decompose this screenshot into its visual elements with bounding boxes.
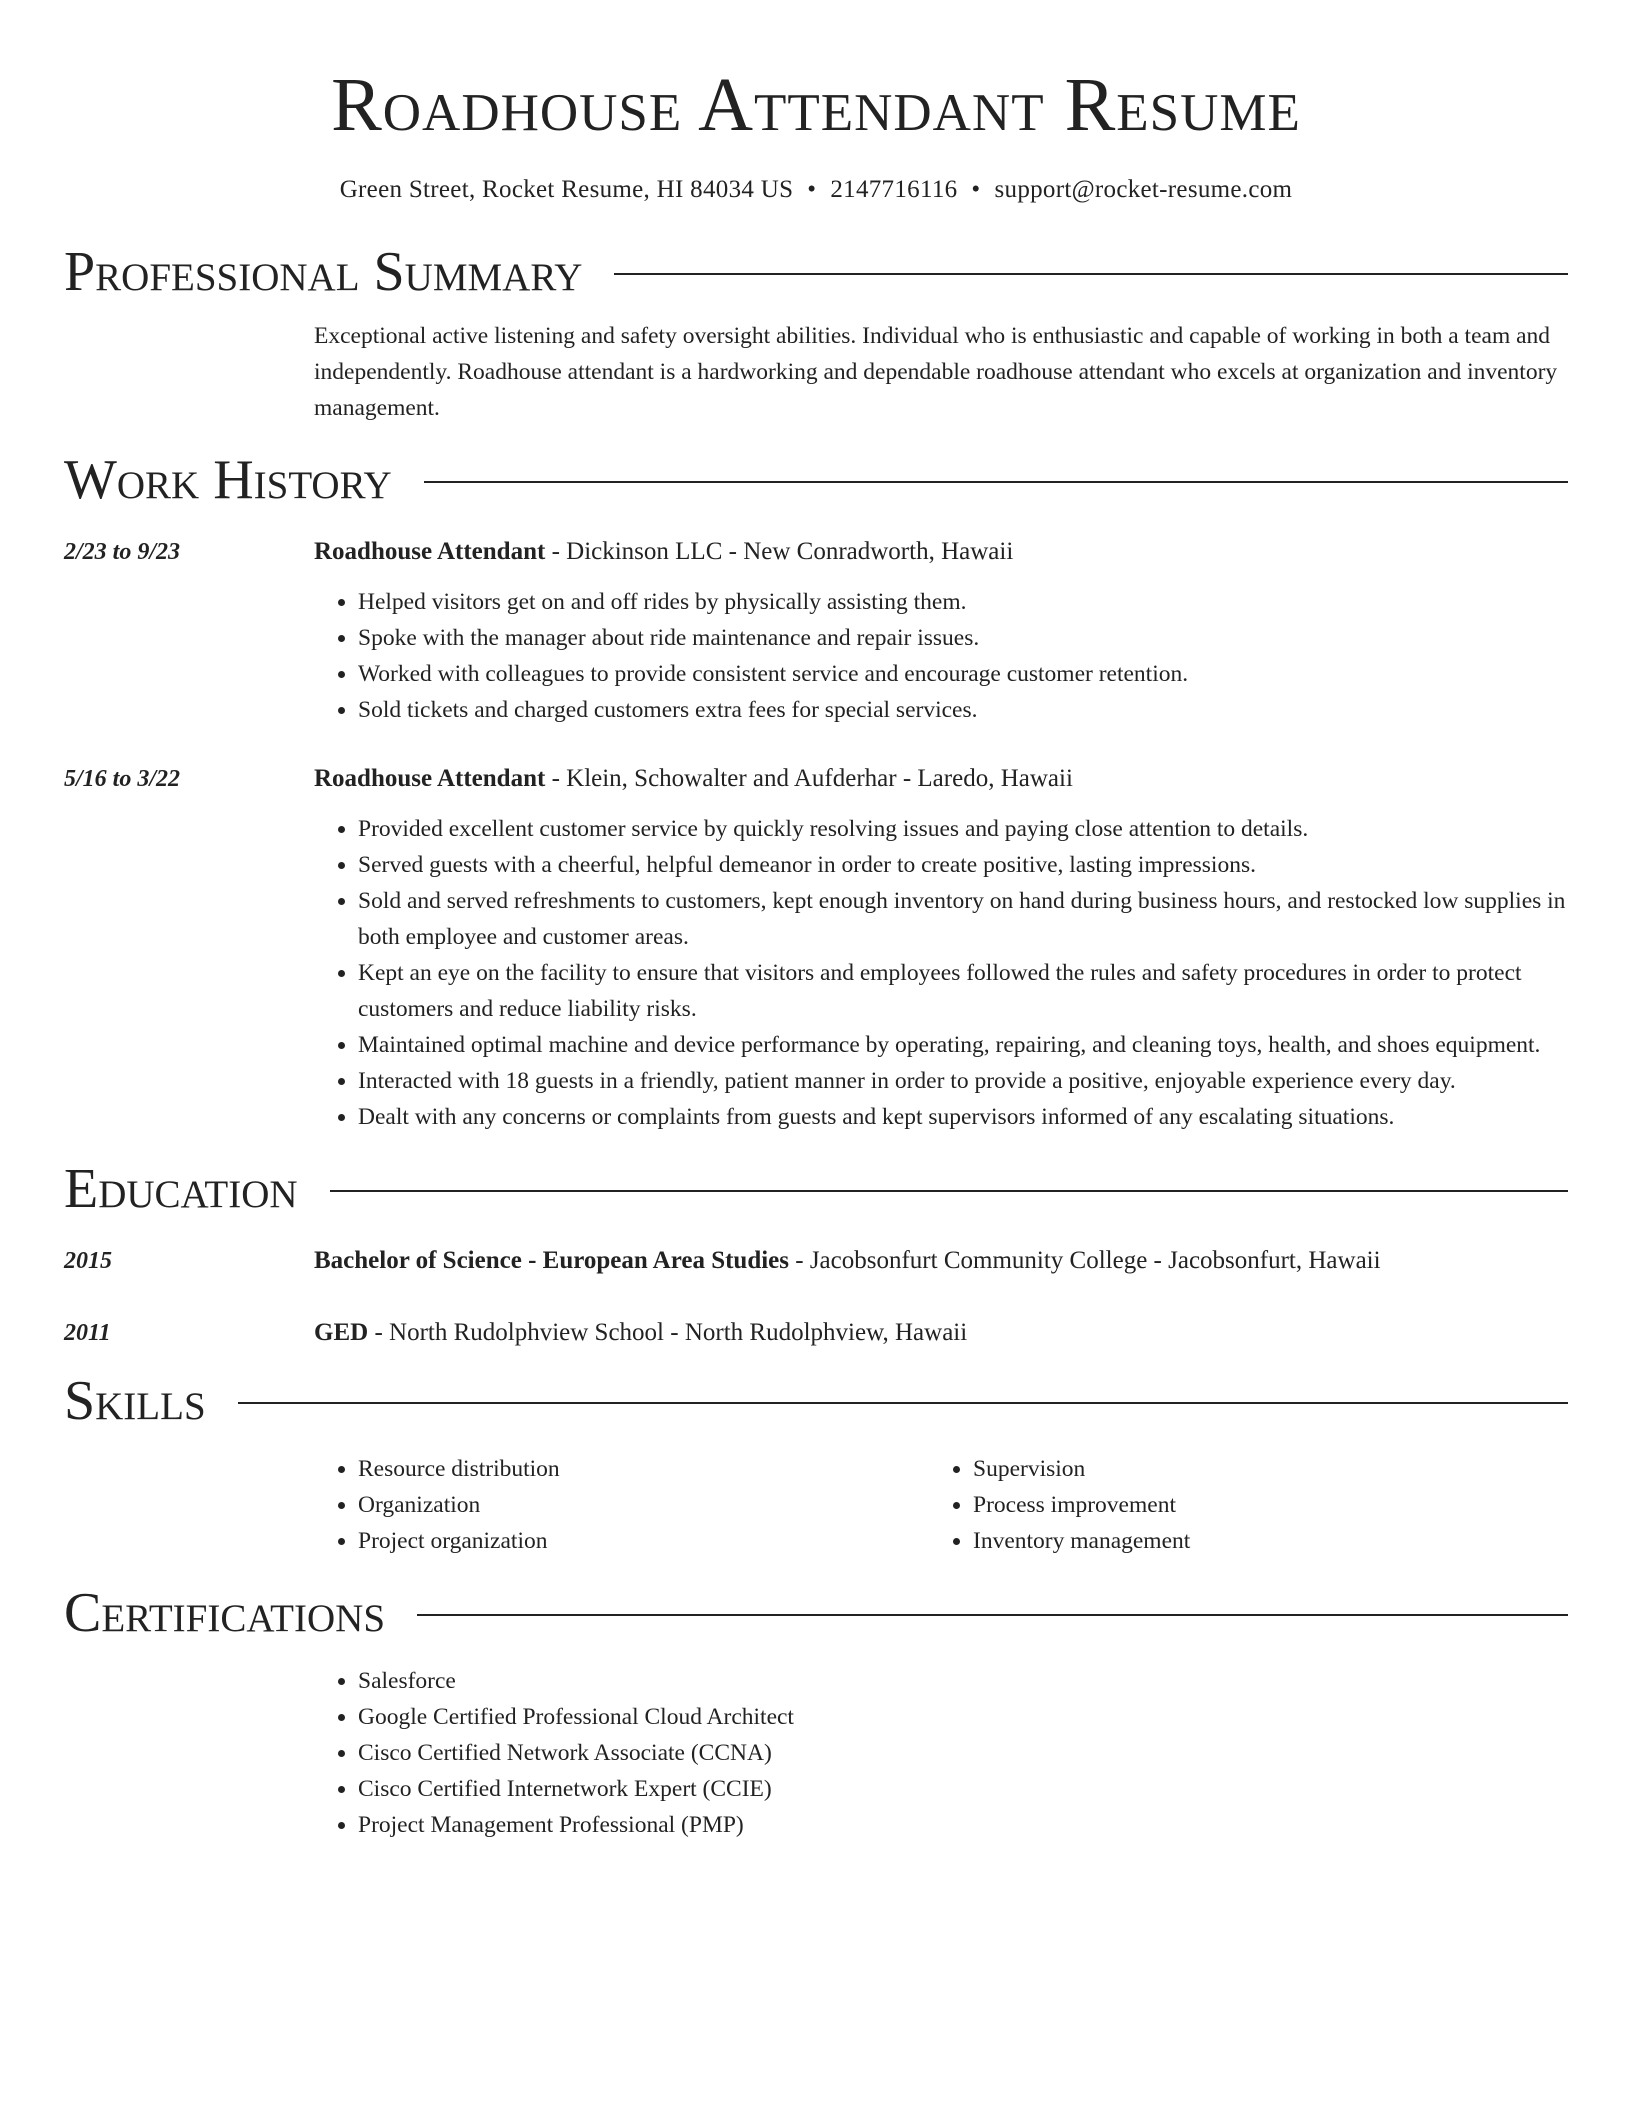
- job-position: Roadhouse Attendant: [314, 538, 546, 565]
- job-dates: 5/16 to 3/22: [64, 766, 181, 792]
- contact-phone: 2147716116: [830, 176, 958, 203]
- section-divider: [238, 1402, 1568, 1404]
- education-school-location: - Jacobsonfurt Community College - Jacobsonfurt, Hawaii: [789, 1247, 1381, 1274]
- skills-grid: [314, 1451, 1568, 1559]
- certification-item: • Project Management Professional (PMP): [358, 1807, 1568, 1843]
- skill-item: • Supervision: [973, 1451, 1544, 1487]
- job-title-line: [314, 761, 1568, 797]
- job-position: Roadhouse Attendant: [314, 765, 546, 792]
- skills-section-title: Skills: [64, 1370, 206, 1432]
- job-bullet: • Sold and served refreshments to customers, kept enough inventory on hand during business hours, and restocked low supplies in both employee and customer areas.: [358, 883, 1568, 955]
- job-bullet-list: [314, 584, 1568, 728]
- certifications-section-header: [64, 1581, 1568, 1645]
- skills-column-right: [929, 1451, 1544, 1559]
- contact-separator: •: [807, 176, 817, 203]
- work-section-title: Work History: [64, 449, 392, 511]
- certifications-list: [314, 1663, 1568, 1843]
- certification-item: • Cisco Certified Internetwork Expert (CCIE): [358, 1771, 1568, 1807]
- skill-item: • Project organization: [358, 1523, 929, 1559]
- summary-text: Exceptional active listening and safety oversight abilities. Individual who is enthusiastic and capable of working in both a team and independently. Roadhouse attendant is a hardworking and dependable roadhouse attendant who excels at organization and inventory management.: [314, 323, 1558, 421]
- education-degree: GED: [314, 1319, 369, 1346]
- certification-item: • Salesforce: [358, 1663, 1568, 1699]
- education-school-location: - North Rudolphview School - North Rudolphview, Hawaii: [368, 1319, 968, 1346]
- section-divider: [330, 1190, 1568, 1192]
- job-title-line: [314, 534, 1568, 570]
- summary-section-title: Professional Summary: [64, 241, 583, 303]
- job-bullet: • Provided excellent customer service by quickly resolving issues and paying close attention to details.: [358, 811, 1568, 847]
- education-entry: [64, 1243, 1568, 1279]
- skill-item: • Inventory management: [973, 1523, 1544, 1559]
- education-degree: Bachelor of Science - European Area Studies: [314, 1247, 789, 1274]
- section-divider: [417, 1614, 1568, 1616]
- education-entry: [64, 1315, 1568, 1351]
- job-bullet: • Maintained optimal machine and device performance by operating, repairing, and cleaning toys, health, and shoes equipment.: [358, 1027, 1568, 1063]
- certifications-section-title: Certifications: [64, 1582, 386, 1644]
- job-bullet: • Interacted with 18 guests in a friendly, patient manner in order to provide a positive, enjoyable experience every day.: [358, 1063, 1568, 1099]
- resume-page: [64, 0, 1568, 1843]
- summary-section-header: [64, 240, 1568, 304]
- education-section-header: [64, 1157, 1568, 1221]
- job-bullet: • Served guests with a cheerful, helpful demeanor in order to create positive, lasting impressions.: [358, 847, 1568, 883]
- job-bullet: • Sold tickets and charged customers extra fees for special services.: [358, 692, 1568, 728]
- contact-email: support@rocket-resume.com: [994, 176, 1293, 203]
- skills-list: [929, 1451, 1544, 1559]
- section-divider: [614, 273, 1568, 275]
- education-year: 2015: [64, 1248, 112, 1274]
- skill-item: • Organization: [358, 1487, 929, 1523]
- contact-line: [64, 174, 1568, 206]
- job-employer-location: - Klein, Schowalter and Aufderhar - Laredo, Hawaii: [545, 765, 1073, 792]
- job-bullet: • Helped visitors get on and off rides by physically assisting them.: [358, 584, 1568, 620]
- skills-list: [314, 1451, 929, 1559]
- resume-title: Roadhouse Attendant Resume: [331, 63, 1301, 147]
- job-entry: [64, 534, 1568, 728]
- skills-column-left: [314, 1451, 929, 1559]
- skills-section-header: [64, 1369, 1568, 1433]
- certifications-block: [314, 1663, 1568, 1843]
- job-bullet-list: [314, 811, 1568, 1135]
- section-divider: [424, 481, 1568, 483]
- job-bullet: • Kept an eye on the facility to ensure that visitors and employees followed the rules and safety procedures in order to protect customers and reduce liability risks.: [358, 955, 1568, 1027]
- skill-item: • Process improvement: [973, 1487, 1544, 1523]
- education-line: [314, 1315, 1568, 1351]
- skill-item: • Resource distribution: [358, 1451, 929, 1487]
- education-year: 2011: [64, 1320, 111, 1346]
- certification-item: • Google Certified Professional Cloud Architect: [358, 1699, 1568, 1735]
- contact-address: Green Street, Rocket Resume, HI 84034 US: [339, 176, 794, 203]
- work-section-header: [64, 448, 1568, 512]
- job-bullet: • Worked with colleagues to provide consistent service and encourage customer retention.: [358, 656, 1568, 692]
- education-section-title: Education: [64, 1158, 298, 1220]
- job-dates: 2/23 to 9/23: [64, 539, 181, 565]
- certification-item: • Cisco Certified Network Associate (CCNA): [358, 1735, 1568, 1771]
- contact-separator: •: [971, 176, 981, 203]
- education-line: [314, 1243, 1568, 1279]
- job-bullet: • Dealt with any concerns or complaints from guests and kept supervisors informed of any escalating situations.: [358, 1099, 1568, 1135]
- job-employer-location: - Dickinson LLC - New Conradworth, Hawaii: [545, 538, 1014, 565]
- job-entry: [64, 761, 1568, 1135]
- job-bullet: • Spoke with the manager about ride maintenance and repair issues.: [358, 620, 1568, 656]
